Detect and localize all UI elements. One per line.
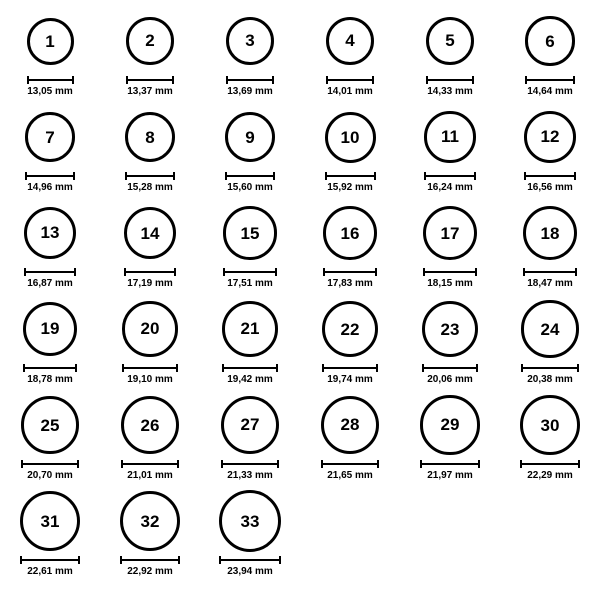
ring-size-cell	[300, 392, 400, 488]
ring-size-cell	[0, 488, 100, 584]
diameter-value: 22,61 mm	[27, 566, 73, 577]
diameter-measure-line	[223, 267, 276, 276]
ring-size-cell	[300, 296, 400, 392]
diameter-value: 20,38 mm	[527, 374, 573, 385]
ring-circle-wrap	[219, 488, 281, 554]
diameter-value: 14,96 mm	[27, 182, 73, 193]
diameter-value: 13,05 mm	[27, 86, 73, 97]
diameter-value: 19,42 mm	[227, 374, 273, 385]
measure-bar-icon	[326, 79, 374, 81]
measure-bar-icon	[221, 463, 279, 465]
diameter-value: 21,65 mm	[327, 470, 373, 481]
ring-circle-icon	[222, 301, 278, 357]
ring-circle-icon	[521, 300, 578, 357]
ring-circle-icon	[25, 112, 75, 162]
ring-size-label: 28	[340, 415, 360, 435]
diameter-value: 21,33 mm	[227, 470, 273, 481]
diameter-value: 16,24 mm	[427, 182, 473, 193]
measure-bar-icon	[325, 175, 376, 177]
diameter-measure-line	[20, 555, 80, 564]
ring-circle-wrap	[525, 8, 574, 74]
diameter-measure-line	[521, 363, 578, 372]
ring-size-label: 29	[440, 415, 460, 435]
ring-size-label: 13	[40, 223, 60, 243]
measure-bar-icon	[226, 79, 274, 81]
ring-size-cell	[200, 488, 300, 584]
diameter-value: 22,92 mm	[127, 566, 173, 577]
ring-circle-wrap	[20, 488, 80, 554]
ring-circle-wrap	[424, 104, 475, 170]
ring-circle-icon	[23, 302, 78, 357]
diameter-measure-line	[520, 459, 580, 468]
ring-circle-icon	[221, 396, 279, 454]
diameter-value: 14,01 mm	[327, 86, 373, 97]
ring-size-cell	[200, 8, 300, 104]
ring-size-cell	[100, 200, 200, 296]
diameter-measure-line	[120, 555, 181, 564]
diameter-measure-line	[524, 171, 576, 180]
measure-bar-icon	[125, 175, 175, 177]
ring-size-label: 23	[440, 319, 460, 339]
diameter-measure-line	[420, 459, 479, 468]
measure-bar-icon	[27, 79, 74, 81]
measure-bar-icon	[321, 463, 380, 465]
measure-bar-icon	[420, 463, 479, 465]
diameter-value: 20,70 mm	[27, 470, 73, 481]
ring-circle-icon	[325, 112, 376, 163]
ring-size-cell	[500, 392, 600, 488]
ring-circle-wrap	[321, 392, 380, 458]
measure-bar-icon	[21, 463, 79, 465]
ring-circle-icon	[323, 206, 377, 260]
ring-circle-icon	[520, 395, 580, 455]
ring-circle-icon	[422, 301, 479, 358]
diameter-value: 18,15 mm	[427, 278, 473, 289]
ring-size-cell	[200, 104, 300, 200]
diameter-measure-line	[23, 363, 78, 372]
ring-circle-wrap	[420, 392, 479, 458]
ring-circle-icon	[420, 395, 479, 454]
diameter-measure-line	[124, 267, 177, 276]
ring-size-cell	[200, 392, 300, 488]
ring-circle-icon	[426, 17, 475, 66]
diameter-measure-line	[125, 171, 175, 180]
ring-circle-icon	[121, 396, 179, 454]
ring-circle-icon	[20, 491, 80, 551]
measure-bar-icon	[122, 367, 177, 369]
ring-circle-wrap	[423, 200, 477, 266]
diameter-measure-line	[422, 363, 479, 372]
ring-size-cell	[400, 200, 500, 296]
diameter-value: 23,94 mm	[227, 566, 273, 577]
ring-size-label: 31	[40, 511, 60, 531]
measure-bar-icon	[423, 271, 477, 273]
diameter-measure-line	[121, 459, 179, 468]
ring-size-label: 16	[340, 223, 360, 243]
ring-circle-icon	[525, 16, 574, 65]
ring-circle-wrap	[523, 200, 578, 266]
ring-circle-wrap	[222, 296, 278, 362]
ring-size-cell	[400, 296, 500, 392]
ring-circle-wrap	[226, 8, 274, 74]
ring-circle-icon	[21, 396, 79, 454]
ring-circle-wrap	[21, 392, 79, 458]
ring-size-cell	[100, 8, 200, 104]
ring-circle-icon	[223, 206, 276, 259]
diameter-value: 19,10 mm	[127, 374, 173, 385]
ring-circle-wrap	[323, 200, 377, 266]
ring-size-label: 26	[140, 415, 160, 435]
ring-size-label: 14	[140, 223, 160, 243]
ring-circle-wrap	[325, 104, 376, 170]
measure-bar-icon	[223, 271, 276, 273]
ring-circle-wrap	[521, 296, 578, 362]
diameter-value: 14,64 mm	[527, 86, 573, 97]
diameter-value: 17,19 mm	[127, 278, 173, 289]
ring-circle-icon	[326, 17, 374, 65]
ring-circle-wrap	[126, 8, 173, 74]
ring-size-label: 8	[145, 127, 155, 147]
diameter-measure-line	[326, 75, 374, 84]
ring-size-label: 27	[240, 415, 260, 435]
ring-circle-wrap	[422, 296, 479, 362]
ring-size-label: 20	[140, 319, 160, 339]
ring-size-cell	[100, 488, 200, 584]
ring-size-label: 21	[240, 319, 260, 339]
ring-size-cell	[0, 296, 100, 392]
ring-size-label: 22	[340, 319, 360, 339]
ring-circle-wrap	[322, 296, 378, 362]
ring-size-cell	[0, 104, 100, 200]
ring-circle-wrap	[121, 392, 179, 458]
diameter-measure-line	[322, 363, 378, 372]
ring-size-label: 30	[540, 415, 560, 435]
measure-bar-icon	[524, 175, 576, 177]
ring-circle-icon	[424, 111, 475, 162]
measure-bar-icon	[121, 463, 179, 465]
ring-circle-icon	[423, 206, 477, 260]
ring-size-label: 18	[540, 223, 560, 243]
ring-circle-icon	[126, 17, 173, 64]
ring-circle-icon	[226, 17, 274, 65]
diameter-value: 16,56 mm	[527, 182, 573, 193]
ring-circle-wrap	[225, 104, 276, 170]
diameter-value: 20,06 mm	[427, 374, 473, 385]
ring-size-cell	[200, 296, 300, 392]
diameter-measure-line	[226, 75, 274, 84]
measure-bar-icon	[426, 79, 475, 81]
ring-size-label: 17	[440, 223, 460, 243]
diameter-value: 21,01 mm	[127, 470, 173, 481]
ring-circle-wrap	[124, 200, 177, 266]
ring-circle-wrap	[122, 296, 177, 362]
diameter-measure-line	[221, 459, 279, 468]
ring-size-cell	[300, 104, 400, 200]
diameter-value: 15,60 mm	[227, 182, 273, 193]
diameter-measure-line	[122, 363, 177, 372]
measure-bar-icon	[23, 367, 78, 369]
ring-circle-wrap	[25, 104, 75, 170]
diameter-value: 17,83 mm	[327, 278, 373, 289]
ring-size-cell	[300, 8, 400, 104]
diameter-measure-line	[523, 267, 578, 276]
ring-circle-icon	[523, 206, 578, 261]
ring-circle-icon	[120, 491, 181, 552]
ring-circle-wrap	[23, 296, 78, 362]
ring-circle-wrap	[223, 200, 276, 266]
measure-bar-icon	[523, 271, 578, 273]
measure-bar-icon	[525, 79, 574, 81]
ring-size-label: 10	[340, 127, 360, 147]
measure-bar-icon	[120, 559, 181, 561]
ring-size-cell	[400, 392, 500, 488]
diameter-measure-line	[25, 171, 75, 180]
ring-circle-icon	[322, 301, 378, 357]
ring-size-cell	[500, 104, 600, 200]
ring-size-label: 9	[245, 127, 255, 147]
diameter-value: 17,51 mm	[227, 278, 273, 289]
ring-circle-wrap	[426, 8, 475, 74]
ring-circle-icon	[27, 18, 74, 65]
ring-circle-icon	[524, 111, 576, 163]
ring-size-label: 2	[145, 31, 155, 51]
diameter-measure-line	[225, 171, 276, 180]
ring-circle-icon	[122, 301, 177, 356]
diameter-measure-line	[126, 75, 173, 84]
measure-bar-icon	[25, 175, 75, 177]
ring-size-cell	[100, 104, 200, 200]
ring-size-label: 33	[240, 511, 260, 531]
ring-size-label: 12	[540, 127, 560, 147]
ring-size-cell	[200, 200, 300, 296]
ring-circle-wrap	[120, 488, 181, 554]
ring-size-cell	[100, 296, 200, 392]
measure-bar-icon	[24, 271, 76, 273]
diameter-measure-line	[219, 555, 281, 564]
ring-size-label: 1	[45, 31, 55, 51]
diameter-value: 18,47 mm	[527, 278, 573, 289]
ring-size-cell	[500, 8, 600, 104]
diameter-value: 14,33 mm	[427, 86, 473, 97]
diameter-measure-line	[27, 75, 74, 84]
ring-size-label: 11	[441, 127, 459, 147]
ring-size-cell	[500, 296, 600, 392]
ring-size-label: 25	[40, 415, 60, 435]
ring-circle-icon	[225, 112, 276, 163]
ring-circle-wrap	[125, 104, 175, 170]
measure-bar-icon	[20, 559, 80, 561]
diameter-value: 15,28 mm	[127, 182, 173, 193]
ring-circle-icon	[219, 490, 281, 552]
measure-bar-icon	[521, 367, 578, 369]
ring-size-label: 5	[445, 31, 455, 51]
diameter-value: 18,78 mm	[27, 374, 73, 385]
ring-circle-wrap	[24, 200, 76, 266]
ring-size-label: 19	[40, 319, 60, 339]
ring-size-cell	[100, 392, 200, 488]
diameter-value: 21,97 mm	[427, 470, 473, 481]
ring-size-cell	[0, 200, 100, 296]
ring-size-cell	[400, 8, 500, 104]
diameter-measure-line	[325, 171, 376, 180]
measure-bar-icon	[124, 271, 177, 273]
ring-size-cell	[300, 200, 400, 296]
ring-size-label: 4	[345, 31, 355, 51]
diameter-value: 15,92 mm	[327, 182, 373, 193]
ring-size-label: 32	[140, 511, 160, 531]
diameter-value: 19,74 mm	[327, 374, 373, 385]
diameter-measure-line	[21, 459, 79, 468]
measure-bar-icon	[222, 367, 278, 369]
ring-size-cell	[0, 392, 100, 488]
measure-bar-icon	[322, 367, 378, 369]
diameter-measure-line	[321, 459, 380, 468]
measure-bar-icon	[219, 559, 281, 561]
diameter-value: 22,29 mm	[527, 470, 573, 481]
diameter-measure-line	[222, 363, 278, 372]
ring-circle-wrap	[524, 104, 576, 170]
ring-size-label: 15	[240, 223, 260, 243]
ring-circle-icon	[124, 207, 177, 260]
diameter-measure-line	[323, 267, 377, 276]
diameter-value: 13,69 mm	[227, 86, 273, 97]
diameter-value: 13,37 mm	[127, 86, 173, 97]
ring-size-cell	[400, 104, 500, 200]
measure-bar-icon	[126, 79, 173, 81]
diameter-measure-line	[426, 75, 475, 84]
ring-circle-wrap	[221, 392, 279, 458]
ring-size-label: 7	[45, 127, 55, 147]
measure-bar-icon	[323, 271, 377, 273]
ring-size-cell	[500, 200, 600, 296]
measure-bar-icon	[225, 175, 276, 177]
measure-bar-icon	[520, 463, 580, 465]
diameter-measure-line	[423, 267, 477, 276]
ring-size-label: 6	[545, 31, 555, 51]
measure-bar-icon	[422, 367, 479, 369]
diameter-measure-line	[424, 171, 475, 180]
ring-size-label: 24	[540, 319, 560, 339]
ring-circle-wrap	[326, 8, 374, 74]
diameter-measure-line	[525, 75, 574, 84]
ring-circle-icon	[125, 112, 175, 162]
ring-circle-icon	[321, 396, 380, 455]
ring-circle-wrap	[27, 8, 74, 74]
diameter-measure-line	[24, 267, 76, 276]
measure-bar-icon	[424, 175, 475, 177]
ring-size-label: 3	[245, 31, 255, 51]
ring-size-cell	[0, 8, 100, 104]
ring-circle-wrap	[520, 392, 580, 458]
ring-circle-icon	[24, 207, 76, 259]
diameter-value: 16,87 mm	[27, 278, 73, 289]
